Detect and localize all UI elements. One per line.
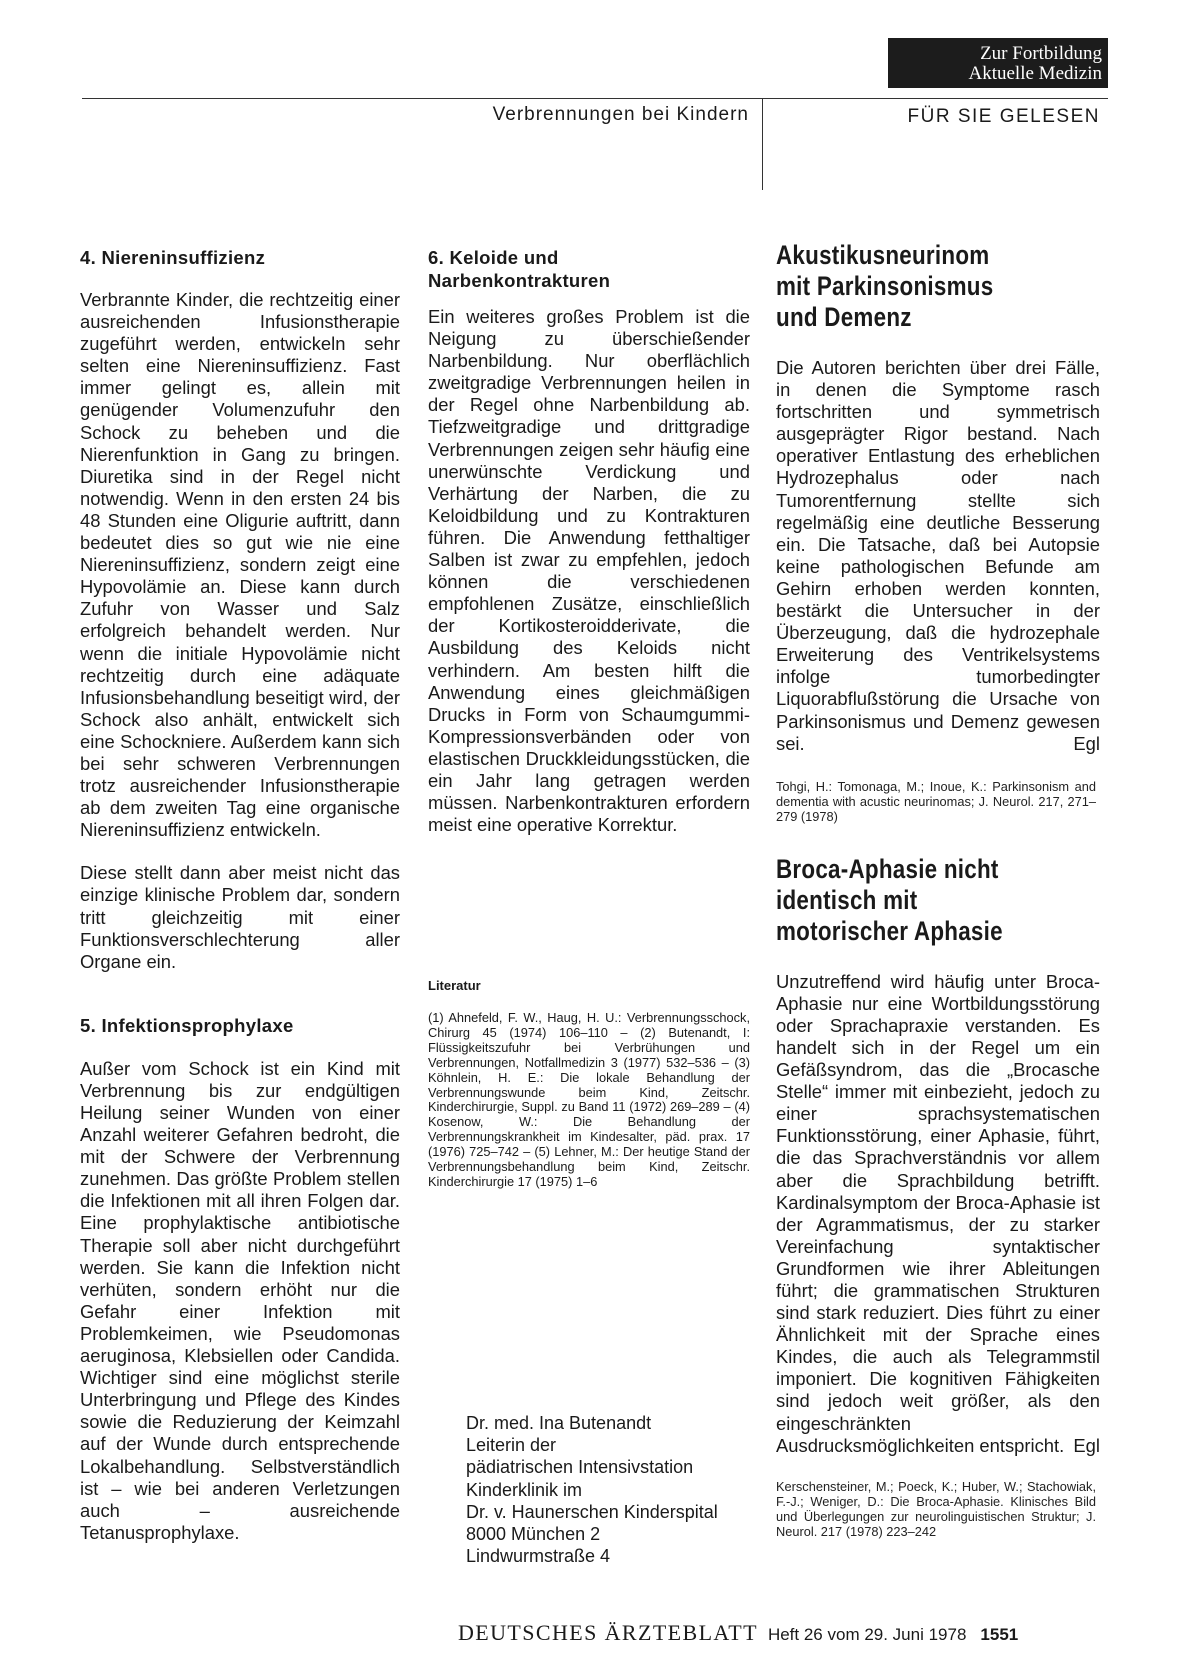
signature-line-2: Leiterin der <box>466 1435 557 1456</box>
article-1-title-line-2: mit Parkinsonismus <box>776 271 994 301</box>
column-3 <box>776 240 1100 1539</box>
article-1-citation: Tohgi, H.: Tomonaga, M.; Inoue, K.: Parkinsonism and dementia with acustic neurinomas; J. Neurol. 217, 271–279 (1978) <box>776 778 1096 824</box>
running-head-left: Verbrennungen bei Kindern <box>492 104 749 125</box>
signature-line-1: Dr. med. Ina Butenandt <box>466 1413 652 1433</box>
article-2-body <box>776 971 1100 1457</box>
column-2 <box>428 246 750 836</box>
section-5-title: 5. Infektionsprophylaxe <box>80 1014 294 1036</box>
article-1-title-line-3: und Demenz <box>776 302 912 332</box>
article-2-headline <box>776 854 1100 947</box>
journal-name: DEUTSCHES ÄRZTEBLATT <box>458 1620 758 1645</box>
literature-block <box>428 978 750 1190</box>
section-4-paragraph-2: Diese stellt dann aber meist nicht das einzige klinische Problem dar, sondern tritt gleichzeitig mit einer Funktionsverschlechterung aller Organe ein. <box>80 862 400 972</box>
section-6-title-line-2: Narbenkontrakturen <box>428 270 611 291</box>
issue-info: Heft 26 vom 29. Juni 1978 <box>767 1625 967 1644</box>
signature-line-5: Dr. v. Haunerschen Kinderspital <box>466 1501 718 1522</box>
section-4-title: 4. Niereninsuffizienz <box>80 247 266 268</box>
column-1 <box>80 246 400 1544</box>
page-footer <box>458 1620 1108 1646</box>
signature-line-7: Lindwurmstraße 4 <box>466 1546 611 1567</box>
section-badge <box>888 38 1108 88</box>
badge-line-1: Zur Fortbildung <box>980 43 1102 64</box>
article-2-title-line-2: identisch mit <box>776 884 918 915</box>
article-2-citation: Kerschensteiner, M.; Poeck, K.; Huber, W.; Stachowiak, F.-J.; Weniger, D.: Die Broca-Aphasie. Klinisches Bild und Überlegungen zur neurolinguistischen Struktur; J. Neurol. 217 (1978) 223–242 <box>776 1478 1096 1539</box>
signature-line-4: Kinderklinik im <box>466 1479 583 1500</box>
article-1-body-text: Die Autoren berichten über drei Fälle, in denen die Symptome rasch fortschritten und symmetrisch ausgeprägter Rigor bestand. Nach operativer Entlastung des erheblichen Hydrozephalus oder nach Tumorentfernung stellte sich regelmäßig eine deutliche Besserung ein. Die Tatsache, daß bei Autopsie keine pathologischen Befunde am Gehirn erhoben werden konnten, bestärkt die Untersucher in der Überzeugung, daß die hydrozephale Erweiterung des Ventrikelsystems infolge tumorbedingter Liquorabflußstörung die Ursache von Parkinsonismus und Demenz gewesen sei. <box>776 357 1100 754</box>
header-rule <box>82 98 1108 99</box>
author-signature <box>466 1412 766 1567</box>
article-2-body-text: Unzutreffend wird häufig unter Broca-Aphasie nur eine Wortbildungsstörung oder Sprachapraxie verstanden. Es handelt sich in der Regel um ein Gefäßsyndrom, das die „Brocasche Stelle“ immer mit einbezieht, jedoch zu einer sprachsystematischen Funktionsstörung, einer Aphasie, führt, die das Sprachverständnis vor allem aber die Sprachbildung betrifft. Kardinalsymptom der Broca-Aphasie ist der Agrammatismus, der zu starker Vereinfachung syntaktischer Grundformen wie ihrer Ableitungen führt; die grammatischen Strukturen sind stark reduziert. Dies führt zu einer Ähnlichkeit mit der Sprache eines Kindes, die auch als Telegrammstil imponiert. Die kognitiven Fähigkeiten sind jedoch weit größer, als den eingeschränkten Ausdrucksmöglichkeiten entspricht. <box>776 970 1100 1456</box>
signature-line-3: pädiatrischen Intensivstation <box>466 1457 694 1478</box>
page-number: 1551 <box>980 1625 1019 1644</box>
article-2-title-line-1: Broca-Aphasie nicht <box>776 853 999 884</box>
running-head-right: FÜR SIE GELESEN <box>907 106 1100 127</box>
article-1-body <box>776 357 1100 755</box>
section-6-paragraph-1: Ein weiteres großes Problem ist die Neigung zu überschießender Narbenbildung. Nur oberflächlich zweitgradige Verbrennungen heilen in der Regel ohne Narbenbildung ab. Tiefzweitgradige und drittgradige Verbrennungen zeigen sehr häufig eine unerwünschte Verdickung und Verhärtung der Narben, die zu Keloidbildung und zu Kontrakturen führen. Die Anwendung fetthaltiger Salben ist zwar zu empfehlen, jedoch können die verschiedenen empfohlenen Zusätze, einschließlich der Kortikosteroidderivate, die Ausbildung des Keloids nicht verhindern. Am besten hilft die Anwendung eines gleichmäßigen Drucks in Form von Schaumgummi-Kompressionsverbänden oder von elastischen Druckkleidungsstücken, die ein Jahr lang getragen werden müssen. Narbenkontrakturen erfordern meist eine operative Korrektur. <box>428 306 750 836</box>
section-4-paragraph-1: Verbrannte Kinder, die rechtzeitig einer ausreichenden Infusionstherapie zugeführt werden, entwickeln sehr selten eine Niereninsuffizienz. Fast immer gelingt es, allein mit genügender Volumenzufuhr den Schock zu beheben und die Nierenfunktion in Gang zu bringen. Diuretika sind in der Regel nicht notwendig. Wenn in den ersten 24 bis 48 Stunden eine Oligurie auftritt, dann bedeutet dies so gut wie nie eine Niereninsuffizienz, sondern zeigt eine Hypovolämie an. Diese kann durch Zufuhr von Wasser und Salz erfolgreich behandelt werden. Nur wenn die initiale Hypovolämie nicht rechtzeitig durch eine adäquate Infusionsbehandlung beseitigt wird, der Schock also anhält, entwickelt sich eine Schockniere. Außerdem kann sich bei sehr schweren Verbrennungen trotz ausreichender Infusionstherapie ab dem zweiten Tag eine organische Niereninsuffizienz entwickeln. <box>80 289 400 841</box>
article-1-headline <box>776 240 1100 333</box>
article-1-title-line-1: Akustikusneurinom <box>776 240 990 270</box>
section-5-paragraph-1: Außer vom Schock ist ein Kind mit Verbrennung bis zur endgültigen Heilung seiner Wunden von einer Anzahl weiterer Gefahren bedroht, die mit der Schwere der Verbrennung zunehmen. Das größte Problem stellen die Infektionen mit all ihren Folgen dar. Eine prophylaktische antibiotische Therapie soll aber nicht durchgeführt werden. Sie kann die Infektion nicht verhüten, sondern erhöht nur die Gefahr einer Infektion mit Problemkeimen, wie Pseudomonas aeruginosa, Klebsiellen oder Candida. Wichtiger sind eine möglichst sterile Unterbringung und Pflege des Kindes sowie die Reduzierung der Keimzahl auf der Wunde durch entsprechende Lokalbehandlung. Selbstverständlich ist – wie bei anderen Verletzungen auch – ausreichende Tetanusprophylaxe. <box>80 1057 400 1543</box>
section-6-title-line-1: 6. Keloide und <box>428 247 559 268</box>
article-2-author-sign: Egl <box>1073 1434 1100 1456</box>
article-2-title-line-3: motorischer Aphasie <box>776 915 1003 946</box>
signature-line-6: 8000 München 2 <box>466 1524 601 1545</box>
literature-title: Literatur <box>428 978 481 993</box>
badge-line-2: Aktuelle Medizin <box>968 63 1102 84</box>
literature-text: (1) Ahnefeld, F. W., Haug, H. U.: Verbrennungsschock, Chirurg 45 (1974) 106–110 – (2) Butenandt, I: Flüssigkeitszufuhr bei Verbrühungen und Verbrennungen, Notfallmedizin 3 (1977) 532–536 – (3) Köhnlein, H. E.: Die lokale Behandlung der Verbrennungswunde beim Kind, Zeitschr. Kinderchirurgie, Suppl. zu Band 11 (1972) 269–289 – (4) Kosenow, W.: Die Behandlung der Verbrennungskrankheit im Kindesalter, päd. prax. 17 (1976) 725–742 – (5) Lehner, M.: Der heutige Stand der Verbrennungsbehandlung beim Kind, Zeitschr. Kinderchirurgie 17 (1975) 1–6 <box>428 1010 750 1189</box>
header-divider <box>762 98 763 190</box>
article-1-author-sign: Egl <box>1073 732 1100 754</box>
